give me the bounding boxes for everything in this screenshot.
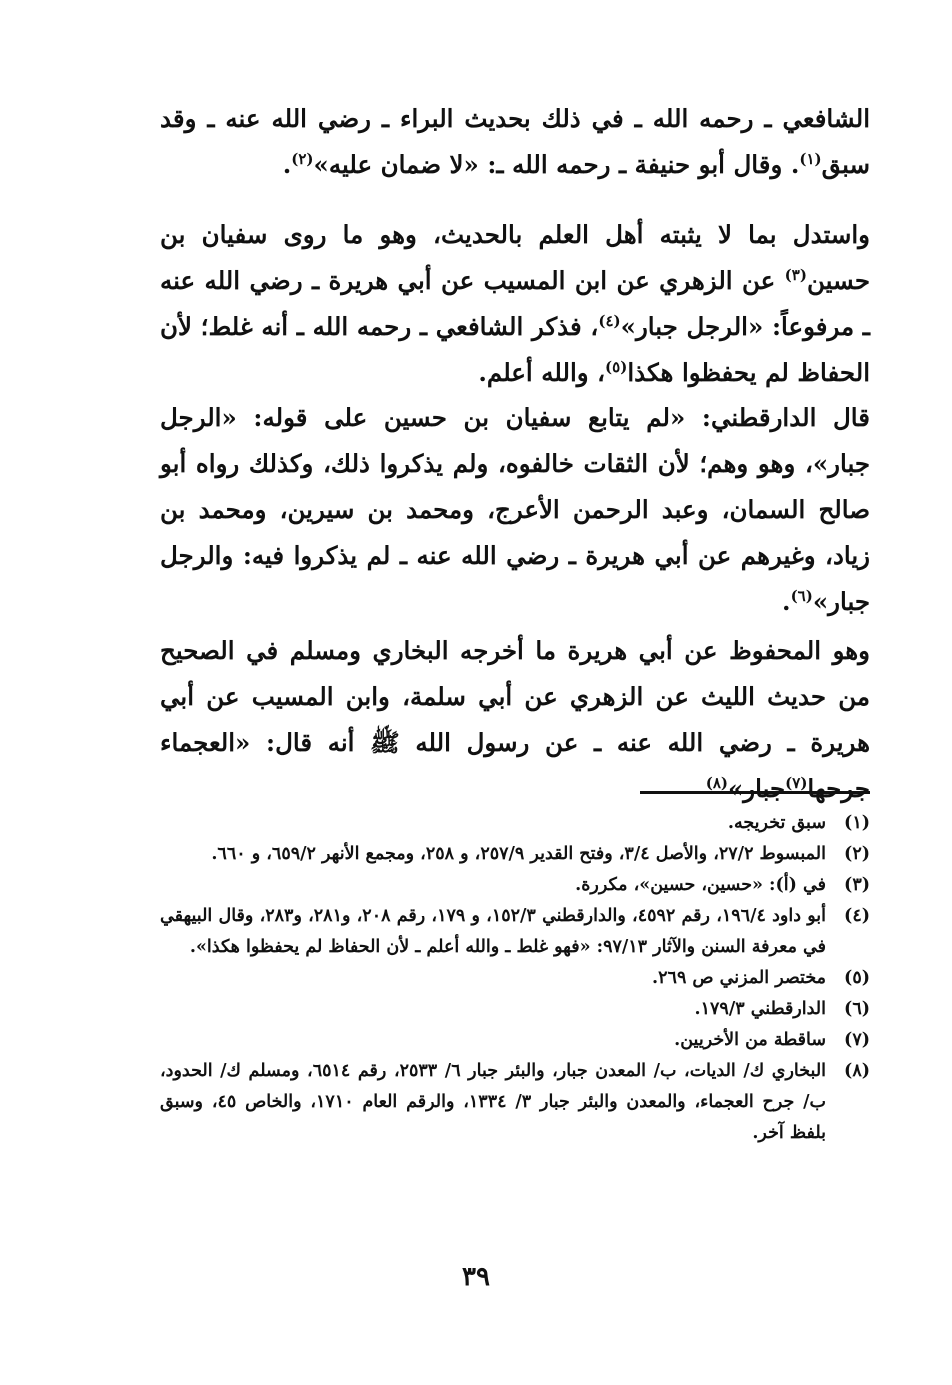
footnote-item — [160, 994, 870, 1025]
footnote-text: المبسوط ٢٧/٢، والأصل ٣/٤، وفتح القدير ٢٥٧/٩، و ٢٥٨، ومجمع الأنهر ٦٥٩/٢، و ٦٦٠. — [211, 844, 826, 864]
footnote-text: أبو داود ١٩٦/٤، رقم ٤٥٩٢، والدارقطني ١٥٢/٣، و ١٧٩، رقم ٢٠٨، و٢٨١، و٢٨٣، وقال البيهقي في معرفة السنن والآثار ٩٧/١٣: «فهو غلط ـ والله أعلم ـ لأن الحفاظ لم يحفظوا هكذا». — [160, 906, 827, 957]
paragraph-2 — [160, 212, 870, 396]
footnotes-list — [160, 808, 870, 1149]
footnote-text: سبق تخريجه. — [727, 813, 826, 833]
footnote-number: (٢) — [844, 844, 870, 864]
text-segment: ، فذكر الشافعي ـ رحمه الله ـ أنه غلط؛ لأن الحفاظ لم يحفظوا هكذا — [160, 312, 870, 387]
footnote-number: (٦) — [844, 999, 870, 1019]
footnote-item — [160, 901, 870, 963]
paragraph-3 — [160, 395, 870, 625]
footnote-ref: (٥) — [605, 357, 628, 376]
text-segment: . وقال أبو حنيفة ـ رحمه الله ـ: «لا ضمان عليه» — [313, 150, 800, 179]
footnote-ref: (٦) — [790, 586, 813, 605]
text-segment: ، والله أعلم. — [478, 358, 606, 387]
footnote-text: الدارقطني ١٧٩/٣. — [694, 999, 826, 1019]
footnote-item — [160, 1056, 870, 1149]
paragraph-1-text — [160, 96, 870, 188]
text-segment: . — [782, 587, 791, 616]
footnote-ref: (٤) — [598, 311, 621, 330]
footnote-item — [160, 839, 870, 870]
footnote-text: مختصر المزني ص ٢٦٩. — [652, 968, 826, 988]
footnote-ref: (٢) — [291, 149, 314, 168]
footnote-number: (٥) — [844, 968, 870, 988]
footnote-text: البخاري ك/ الديات، ب/ المعدن جبار، والبئر جبار ٦/ ٢٥٣٣، رقم ٦٥١٤، ومسلم ك/ الحدود، ب/ جرح العجماء، والمعدن والبئر جبار ٣/ ١٣٣٤، والرقم العام ١٧١٠، والخاص ٤٥، وسبق بلفظ آخر. — [160, 1061, 827, 1143]
footnote-separator — [640, 791, 870, 794]
footnote-text: ساقطة من الأخريين. — [674, 1030, 826, 1050]
footnote-ref: (٧) — [785, 773, 808, 792]
text-segment: واستدل بما لا يثبته أهل العلم بالحديث، وهو ما روى سفيان بن حسين — [160, 220, 870, 295]
page-number: ٣٩ — [462, 1262, 490, 1292]
footnote-number: (٣) — [844, 875, 870, 895]
text-segment: الشافعي ـ رحمه الله ـ في ذلك بحديث البراء ـ رضي الله عنه ـ وقد سبق — [160, 104, 870, 179]
paragraph-2-text — [160, 212, 870, 396]
footnote-number: (٨) — [844, 1061, 870, 1081]
text-segment: عن الزهري عن ابن المسيب عن أبي هريرة ـ رضي الله عنه ـ مرفوعاً: «الرجل جبار» — [160, 266, 870, 341]
footnote-number: (٤) — [844, 906, 870, 926]
footnote-number: (٧) — [844, 1030, 870, 1050]
paragraph-1 — [160, 96, 870, 188]
footnote-ref: (٨) — [705, 773, 728, 792]
footnote-item — [160, 1025, 870, 1056]
text-segment: قال الدارقطني: «لم يتابع سفيان بن حسين على قوله: «الرجل جبار»، وهو وهم؛ لأن الثقات خالفوه، ولم يذكروا ذلك، وكذلك رواه أبو صالح السمان، وعبد الرحمن الأعرج، ومحمد بن سيرين، ومحمد بن زياد، وغيرهم عن أبي هريرة ـ رضي الله عنه ـ لم يذكروا فيه: والرجل جبار» — [160, 403, 870, 616]
footnote-item — [160, 870, 870, 901]
paragraph-3-text — [160, 395, 870, 625]
footnote-ref: (٣) — [784, 265, 807, 284]
footnote-number: (١) — [844, 813, 870, 833]
text-segment: وهو المحفوظ عن أبي هريرة ما أخرجه البخاري ومسلم في الصحيح من حديث الليث عن الزهري عن أبي سلمة، وابن المسيب عن أبي هريرة ـ رضي الله عنه ـ عن رسول الله ﷺ أنه قال: «العجماء جرحها — [160, 636, 870, 803]
footnote-ref: (١) — [799, 149, 822, 168]
text-segment: جبار» — [727, 774, 786, 803]
paragraph-4 — [160, 628, 870, 812]
text-segment: . — [282, 150, 292, 179]
footnote-item — [160, 963, 870, 994]
footnote-item — [160, 808, 870, 839]
footnote-text: في (أ): «حسين، حسين»، مكررة. — [575, 875, 826, 895]
paragraph-4-text — [160, 628, 870, 812]
